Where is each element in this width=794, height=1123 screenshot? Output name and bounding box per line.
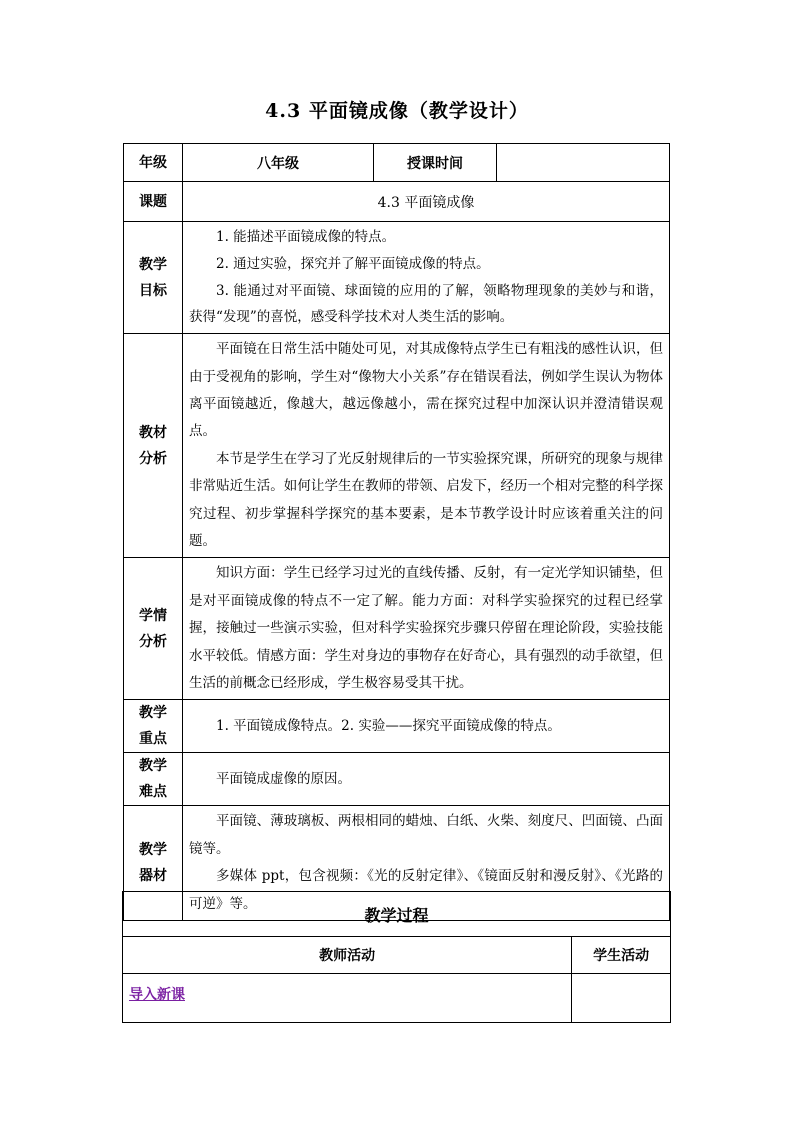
material-paragraph: 平面镜在日常生活中随处可见，对其成像特点学生已有粗浅的感性认识，但由于受视角的影响，学生对“像物大小关系”存在错误看法，例如学生误认为物体离平面镜越近，像越大，越远像越小，需在探究过程中加深认识并澄清错误观点。 xyxy=(189,341,663,440)
key-points-label: 教学 重点 xyxy=(124,700,183,753)
grade-value: 八年级 xyxy=(183,144,374,182)
goal-item: 2. 通过实验，探究并了解平面镜成像的特点。 xyxy=(216,255,490,272)
difficulty-label: 教学 难点 xyxy=(124,753,183,806)
goals-label: 教学 目标 xyxy=(124,222,183,334)
document-title: 4.3 平面镜成像（教学设计） xyxy=(265,100,529,122)
material-paragraph: 本节是学生在学习了光反射规律后的一节实验探究课，所研究的现象与规律非常贴近生活。如何让学生在教师的带领、启发下，经历一个相对完整的科学探究过程、初步掌握科学探究的基本要素，是本节教学设计时应该着重关注的问题。 xyxy=(189,450,663,550)
lesson-info-table xyxy=(123,143,670,921)
student-analysis-label: 学情 分析 xyxy=(124,558,183,700)
grade-label: 年级 xyxy=(124,144,183,182)
student-paragraph: 知识方面：学生已经学习过光的直线传播、反射，有一定光学知识铺垫，但是对平面镜成像的特点不一定了解。能力方面：对科学实验探究的过程已经掌握，接触过一些演示实验，但对科学实验探究步骤只停留在理论阶段，实验技能水平较低。情感方面：学生对身边的事物存在好奇心，具有强烈的动手欲望，但生活的前概念已经形成，学生极容易受其干扰。 xyxy=(189,565,663,692)
material-analysis-cell xyxy=(183,334,670,558)
teacher-activity-cell xyxy=(123,974,572,1023)
intro-section-link[interactable]: 导入新课 xyxy=(129,987,185,1003)
material-analysis-label: 教材 分析 xyxy=(124,334,183,558)
difficulty-value: 平面镜成虚像的原因。 xyxy=(183,753,670,806)
goal-item: 1. 能描述平面镜成像的特点。 xyxy=(216,229,396,245)
student-activity-cell xyxy=(572,974,671,1023)
equipment-paragraph: 多媒体 ppt，包含视频：《光的反射定律》、《镜面反射和漫反射》、《光路的可逆》等。 xyxy=(189,868,663,912)
teaching-time-label: 授课时间 xyxy=(374,144,497,182)
key-points-value: 1. 平面镜成像特点。2. 实验——探究平面镜成像的特点。 xyxy=(183,700,670,753)
topic-label: 课题 xyxy=(124,182,183,222)
student-activity-header: 学生活动 xyxy=(572,937,671,974)
equipment-paragraph: 平面镜、薄玻璃板、两根相同的蜡烛、白纸、火柴、刻度尺、凹面镜、凸面镜等。 xyxy=(189,813,663,857)
process-heading: 教学过程 xyxy=(123,892,671,937)
teaching-process-table xyxy=(122,891,671,1023)
teaching-time-value xyxy=(497,144,670,182)
teacher-activity-header: 教师活动 xyxy=(123,937,572,974)
goal-item: 3. 能通过对平面镜、球面镜的应用的了解，领略物理现象的美妙与和谐，获得“发现”的喜悦，感受科学技术对人类生活的影响。 xyxy=(189,282,663,326)
goals-cell xyxy=(183,222,670,334)
topic-value: 4.3 平面镜成像 xyxy=(183,182,670,222)
student-analysis-cell xyxy=(183,558,670,700)
equipment-label: 教学 器材 xyxy=(124,806,183,921)
